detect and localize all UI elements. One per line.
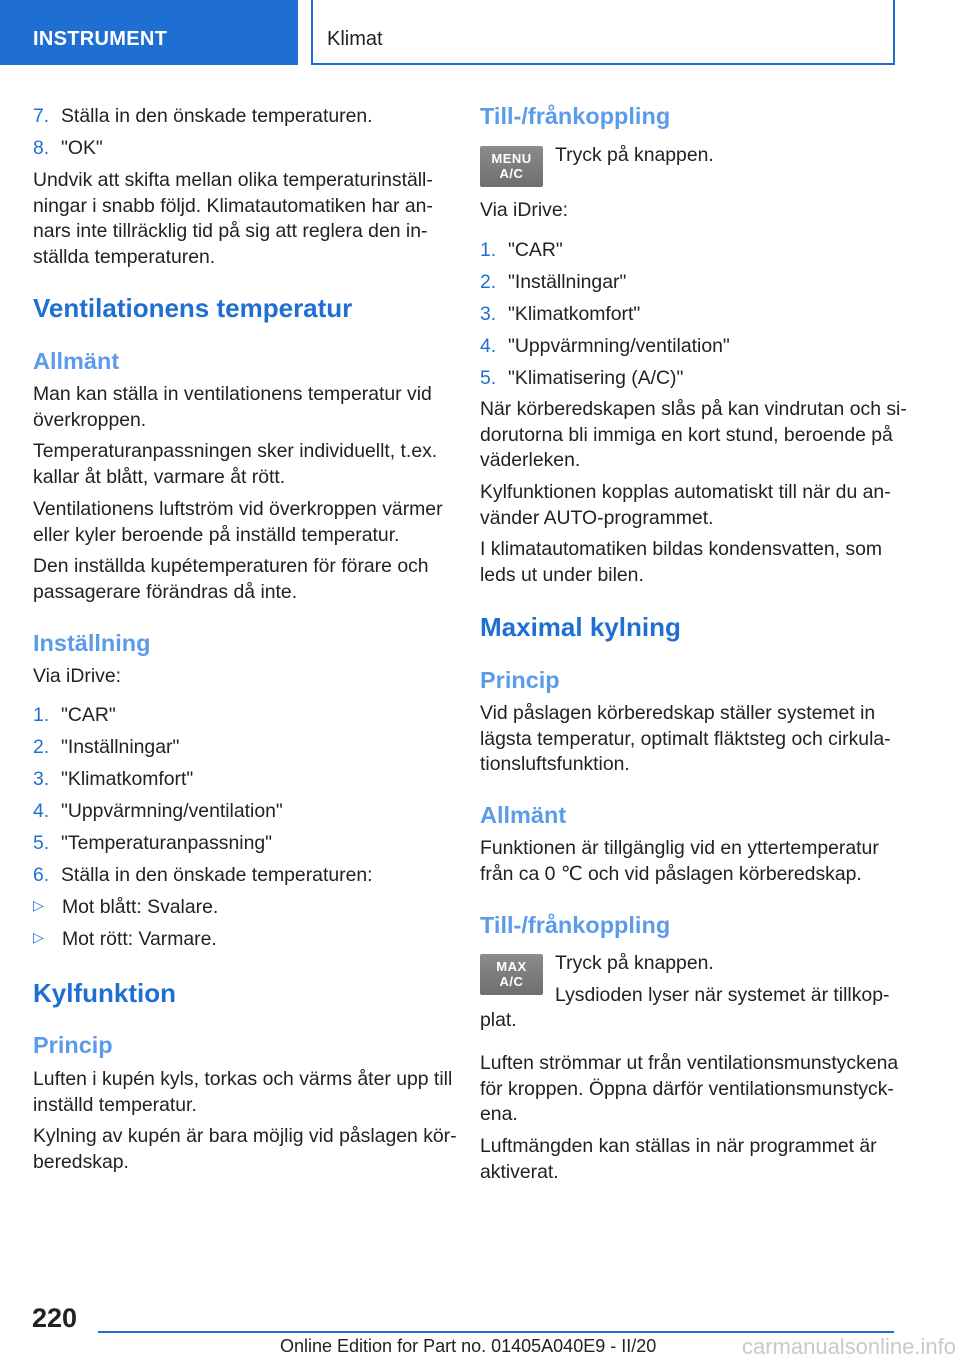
heading-principle: Princip: [480, 667, 560, 693]
paragraph: Luftmängden kan ställas in när programmet är aktiverat.: [480, 1135, 877, 1183]
triangle-bullet-icon: ▷: [33, 929, 44, 945]
paragraph: Funktionen är tillgänglig vid en yttertemperatur från ca 0 ℃ och vid påslagen körberedskap.: [480, 837, 879, 885]
heading-maximum-cooling: Maximal kylning: [480, 612, 681, 642]
chapter-title: INSTRUMENT: [33, 28, 168, 50]
paragraph: Kylning av kupén är bara möjlig vid påslagen kör‐ beredskap.: [33, 1125, 457, 1173]
paragraph: Luften strömmar ut från ventilationsmunstyckena för kroppen. Öppna därför ventilationsmunstyck‐ ena.: [480, 1052, 899, 1125]
chapter-tab: [0, 0, 298, 65]
paragraph: Luften i kupén kyls, torkas och värms åter upp till inställd temperatur.: [33, 1068, 453, 1116]
heading-on-off: Till-/frånkoppling: [480, 912, 671, 938]
section-tab: [311, 0, 895, 65]
paragraph: Man kan ställa in ventilationens temperatur vid överkroppen.: [33, 383, 432, 431]
heading-cooling-function: Kylfunktion: [33, 978, 176, 1008]
paragraph: Den inställda kupétemperaturen för förare och passagerare förändras då inte.: [33, 555, 429, 603]
triangle-bullet-icon: ▷: [33, 897, 44, 913]
heading-principle: Princip: [33, 1032, 113, 1058]
paragraph: I klimatautomatiken bildas kondensvatten, som leds ut under bilen.: [480, 538, 883, 586]
via-idrive-label: Via iDrive:: [480, 199, 569, 221]
watermark: carmanualsonline.info: [741, 1334, 956, 1359]
max-ac-button-icon: MAX A/C: [480, 954, 543, 995]
heading-on-off: Till-/frånkoppling: [480, 103, 671, 129]
heading-ventilation-temperature: Ventilationens temperatur: [33, 293, 353, 323]
section-title: Klimat: [327, 28, 383, 50]
via-idrive-label: Via iDrive:: [33, 665, 122, 687]
press-button-text: Tryck på knappen.: [555, 144, 714, 166]
paragraph: När körberedskapen slås på kan vindrutan och si‐ dorutorna bli immiga en kort stund, beroende på väderleken.: [480, 398, 907, 471]
heading-general: Allmänt: [480, 802, 567, 828]
menu-ac-button-icon: MENU A/C: [480, 146, 543, 187]
press-button-text: Tryck på knappen.: [555, 952, 714, 974]
footer-divider: [98, 1331, 894, 1333]
paragraph: Ventilationens luftström vid överkroppen värmer eller kyler beroende på inställd temperatur.: [33, 498, 443, 546]
led-text-line1: Lysdioden lyser när systemet är tillkop‐: [555, 984, 890, 1006]
heading-general: Allmänt: [33, 348, 120, 374]
edition-text: Online Edition for Part no. 01405A040E9 - II/20: [280, 1336, 657, 1356]
paragraph-shift-warning: Undvik att skifta mellan olika temperaturinställ‐ ningar i snabb följd. Klimatautomatiken har an‐ nars inte tillräcklig tid på sig att reglera den in‐ ställda temperaturen.: [33, 169, 433, 268]
led-text-line2: plat.: [480, 1009, 517, 1031]
paragraph: Vid påslagen körberedskap ställer systemet in lägsta temperatur, optimalt fläktsteg och cirkula‐ tionsluftsfunktion.: [480, 702, 891, 775]
page-number: 220: [32, 1303, 78, 1333]
paragraph: Temperaturanpassningen sker individuellt, t.ex. kallar åt blått, varmare åt rött.: [33, 440, 438, 488]
paragraph: Kylfunktionen kopplas automatiskt till när du an‐ vänder AUTO-programmet.: [480, 481, 891, 529]
heading-setting: Inställning: [33, 630, 151, 656]
